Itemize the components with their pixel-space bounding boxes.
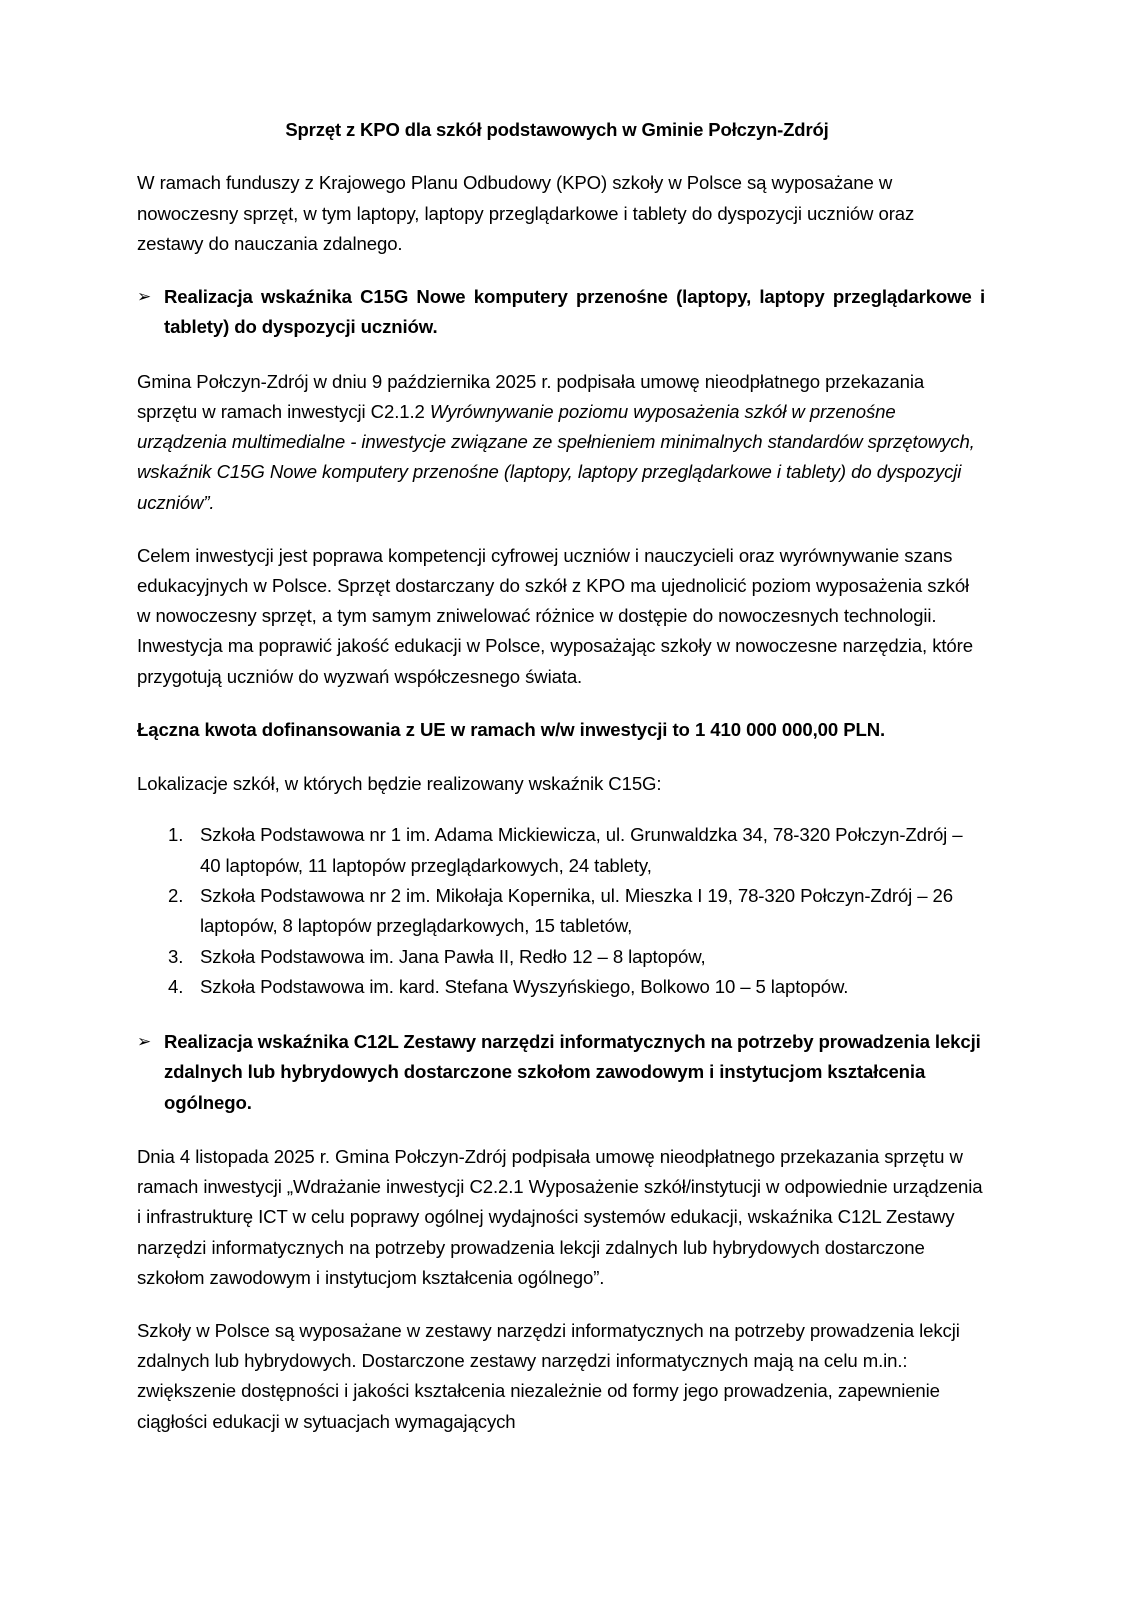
- list-item: Szkoła Podstawowa nr 2 im. Mikołaja Kopernika, ul. Mieszka I 19, 78-320 Połczyn-Zdrój – 26 laptopów, 8 laptopów przeglądarkowych, 15 tabletów,: [200, 885, 953, 937]
- arrow-bullet-icon: ➢: [137, 1031, 152, 1052]
- contract-paragraph-c15g-plain: Gmina Połczyn-Zdrój w dniu 9 października 2025 r. podpisała umowę nieodpłatnego przekazania sprzętu w ramach inwestycji C2.1.2: [137, 370, 925, 423]
- contract-paragraph-c15g-italic: Wyrównywanie poziomu wyposażenia szkół w przenośne urządzenia multimedialne - inwestycje związane ze spełnieniem minimalnych standardów sprzętowych, wskaźnik C15G Nowe komputery przenośne (laptopy, laptopy przeglądarkowe i tablety) do dyspozycji uczniów”.: [137, 401, 975, 513]
- contract-paragraph-c15g: [137, 367, 985, 518]
- bullet-heading-c15g: [137, 282, 985, 343]
- list-item: Szkoła Podstawowa nr 1 im. Adama Mickiewicza, ul. Grunwaldzka 34, 78-320 Połczyn-Zdrój – 40 laptopów, 11 laptopów przeglądarkowych, 24 tablety,: [200, 824, 963, 876]
- school-locations-list: [137, 820, 985, 1002]
- list-item: Szkoła Podstawowa im. Jana Pawła II, Redło 12 – 8 laptopów,: [200, 945, 706, 967]
- bullet-heading-c15g-label: Realizacja wskaźnika C15G Nowe komputery przenośne (laptopy, laptopy przeglądarkowe i tablety) do dyspozycji uczniów.: [164, 286, 985, 338]
- intro-paragraph: W ramach funduszy z Krajowego Planu Odbudowy (KPO) szkoły w Polsce są wyposażane w nowoczesny sprzęt, w tym laptopy, laptopy przeglądarkowe i tablety do dyspozycji uczniów oraz zestawy do nauczania zdalnego.: [137, 172, 915, 254]
- contract-paragraph-c12l: Dnia 4 listopada 2025 r. Gmina Połczyn-Zdrój podpisała umowę nieodpłatnego przekazania sprzętu w ramach inwestycji „Wdrażanie inwestycji C2.2.1 Wyposażenie szkół/instytucji w odpowiednie urządzenia i infrastrukturę ICT w celu poprawy ogólnej wydajności systemów edukacji, wskaźnika C12L Zestawy narzędzi informatycznych na potrzeby prowadzenia lekcji zdalnych lub hybrydowych dostarczone szkołom zawodowym i instytucjom kształcenia ogólnego”.: [137, 1145, 983, 1288]
- funding-amount-line: Łączna kwota dofinansowania z UE w ramach w/w inwestycji to 1 410 000 000,00 PLN.: [137, 718, 886, 740]
- goal-paragraph: Celem inwestycji jest poprawa kompetencji cyfrowej uczniów i nauczycieli oraz wyrównywanie szans edukacyjnych w Polsce. Sprzęt dostarczany do szkół z KPO ma ujednolicić poziom wyposażenia szkół w nowoczesny sprzęt, a tym samym zniwelować różnice w dostępie do nowoczesnych technologii. Inwestycja ma poprawić jakość edukacji w Polsce, wyposażając szkoły w nowoczesne narzędzia, które przygotują uczniów do wyzwań współczesnego świata.: [137, 544, 973, 687]
- page-title: Sprzęt z KPO dla szkół podstawowych w Gminie Połczyn-Zdrój: [285, 119, 829, 140]
- locations-intro: Lokalizacje szkół, w których będzie realizowany wskaźnik C15G:: [137, 773, 662, 795]
- description-paragraph-c12l: Szkoły w Polsce są wyposażane w zestawy narzędzi informatycznych na potrzeby prowadzenia lekcji zdalnych lub hybrydowych. Dostarczone zestawy narzędzi informatycznych mają na celu m.in.: zwiększenie dostępności i jakości kształcenia niezależnie od formy jego prowadzenia, zapewnienie ciągłości edukacji w sytuacjach wymagających: [137, 1319, 960, 1432]
- bullet-heading-c12l-label: Realizacja wskaźnika C12L Zestawy narzędzi informatycznych na potrzeby prowadzenia lekcji zdalnych lub hybrydowych dostarczone szkołom zawodowym i instytucjom kształcenia ogólnego.: [164, 1030, 981, 1113]
- arrow-bullet-icon: ➢: [137, 287, 152, 308]
- bullet-heading-c12l: [137, 1027, 985, 1118]
- list-item: Szkoła Podstawowa im. kard. Stefana Wyszyńskiego, Bolkowo 10 – 5 laptopów.: [200, 976, 849, 998]
